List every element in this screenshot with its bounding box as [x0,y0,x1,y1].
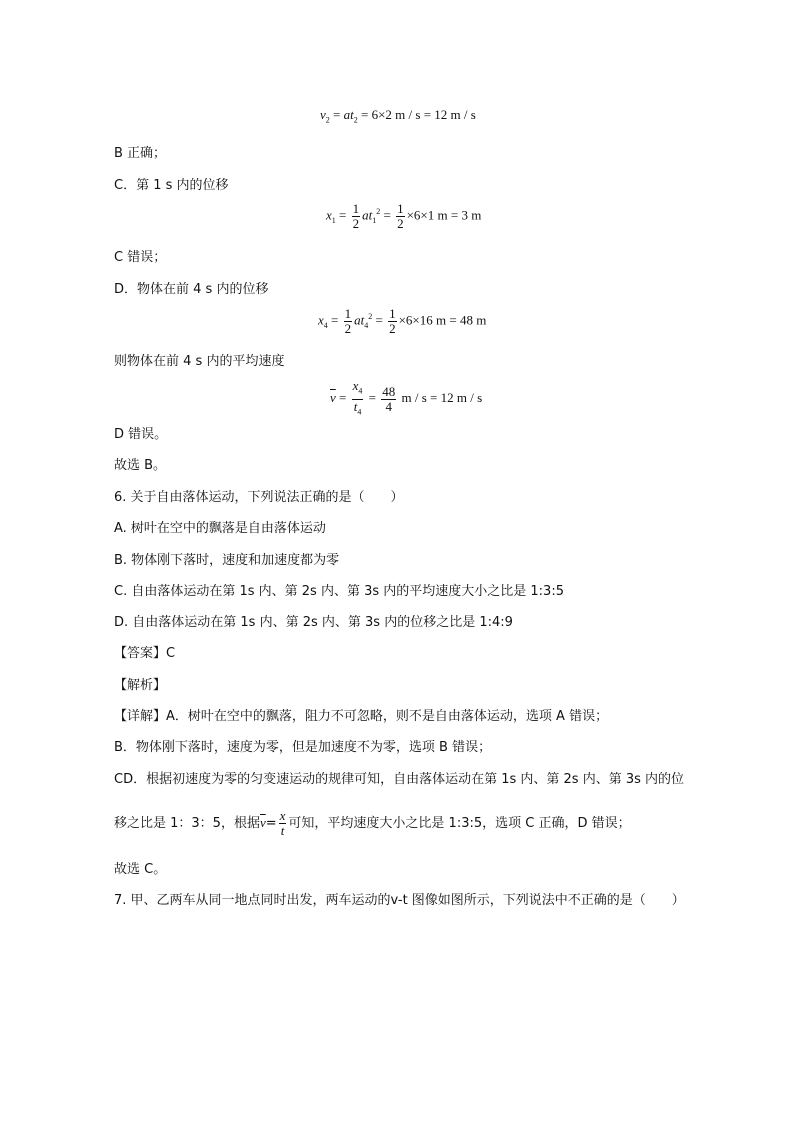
q6-detail-a: 【详解】A．树叶在空中的飘落，阻力不可忽略，则不是自由落体运动，选项 A 错误； [114,709,609,724]
text-d-intro: D．物体在前 4 s 内的位移 [114,282,269,297]
answer-value: C [166,646,176,661]
equation-vbar: $\overline{v}$ = $\frac{x_4}{t_4}$ = $\frac{48}{4}$ m / s = 12 m / s [330,378,483,417]
q6-detail-cd: CD．根据初速度为零的匀变速运动的规律可知，自由落体运动在第 1s 内、第 2s 内、第 3s 内的位 [114,772,685,787]
answer-label: 【答案】 [114,646,167,661]
q6-stem: 6. 关于自由落体运动，下列说法正确的是（ ） [114,490,404,505]
q6-analysis-label: 【解析】 [114,678,167,693]
q6-option-c: C. 自由落体运动在第 1s 内、第 2s 内、第 3s 内的平均速度大小之比是 1:3:5 [114,584,564,599]
q6-choose: 故选 C。 [114,862,167,877]
detail-label: 【详解】 [114,709,167,724]
text-choose-b: 故选 B。 [114,458,167,473]
text-avg-intro: 则物体在前 4 s 内的平均速度 [114,354,285,369]
q6-detail-cd-line2: 移之比是 1：3：5，根据$\overline{v}=$ $\frac{x}{t}$ 可知，平均速度大小之比是 1:3:5，选项 C 正确，D 错误； [114,808,631,838]
text-c-wrong: C 错误； [114,250,167,265]
q6-option-d: D. 自由落体运动在第 1s 内、第 2s 内、第 3s 内的位移之比是 1:4:9 [114,615,513,630]
q6-option-b: B. 物体刚下落时，速度和加速度都为零 [114,553,340,568]
fraction-x-over-t: $\frac{x}{t}$ [279,808,286,838]
text-c-intro: C．第 1 s 内的位移 [114,178,229,193]
equation-x4: $x_4$ = $\frac{1}{2}$ $at_4^2$ = $\frac{1}{2}$ ×6×16 m = 48 m [318,306,487,336]
text-d-wrong: D 错误。 [114,427,168,442]
q6-detail-b: B．物体刚下落时，速度为零，但是加速度不为零，选项 B 错误； [114,740,492,755]
equation-x1: $x_1$ = $\frac{1}{2}$ $at_1^2$ = $\frac{1}{2}$ ×6×1 m = 3 m [326,201,482,231]
equation-v2: $v_2 = at_2 = 6\times 2$ m / s = 12 m / s [320,107,476,125]
text-b-correct: B 正确； [114,146,167,161]
q6-answer [114,645,175,663]
q7-stem: 7. 甲、乙两车从同一地点同时出发，两车运动的v-t 图像如图所示，下列说法中不正确的是（ ） [114,893,685,908]
q6-option-a: A. 树叶在空中的飘落是自由落体运动 [114,521,326,536]
